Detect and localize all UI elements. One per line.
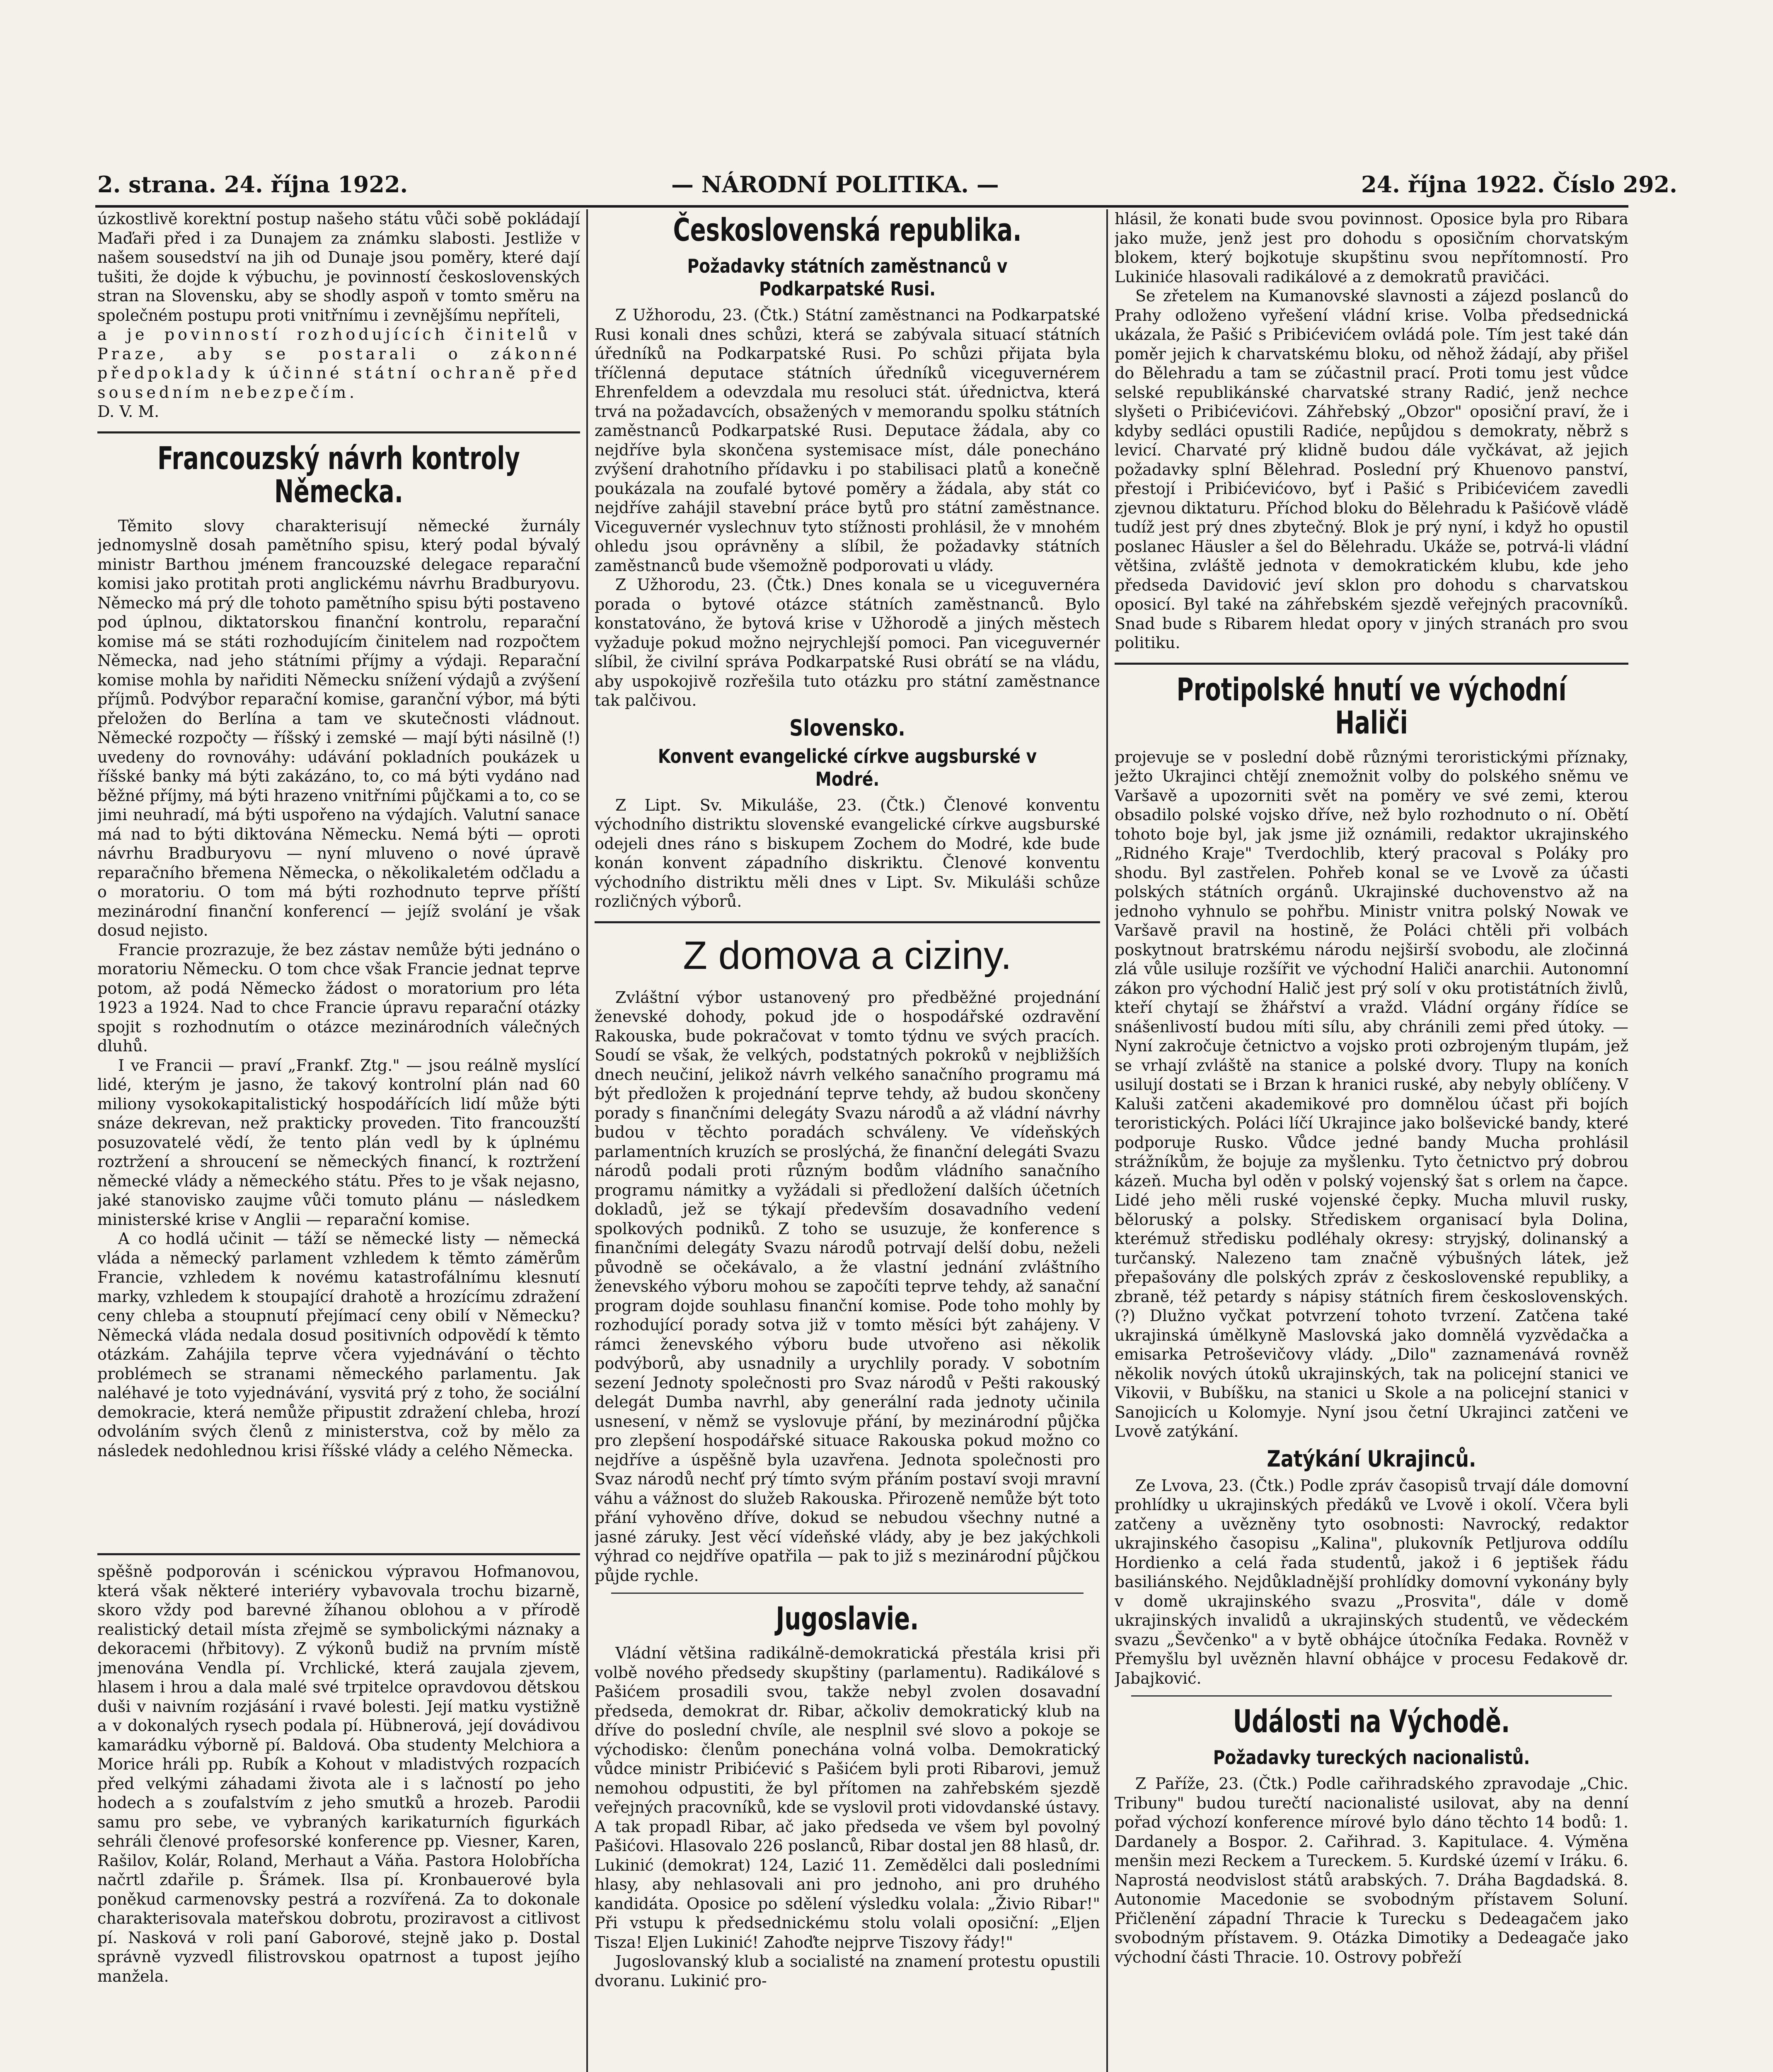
article-continuation: hlásil, že konati bude svou povinnost. Oposice byla pro Ribara jako muže, jenž jest pro dohodu s oposičním chorvatským blokem, který bojkotuje skupštinu svou nepřítomností. Pro Lukiniće hlasovali radikálové a z demokratů pravičáci. [1115,210,1628,286]
headline-yugoslavia: Jugoslavie. [776,1600,919,1637]
paragraph: Z Užhorodu, 23. (Čtk.) Státní zaměstnanci na Podkarpatské Rusi konali dnes schůzi, která se zabývala situací státních úředníků na Podkarpatské Rusi. Po schůzi přijata byla tříčlenná deputace státních úředníků viceguvernérem Ehrenfeldem a odevzdala mu resoluci stát. úřednictva, která trvá na požadavcích, obsažených v memorandu spolku státních zaměstnanců Podkarpatské Rusi. Deputace žádala, aby co nejdříve byla skončena systemisace míst, dále ponecháno zvýšení drahotního přídavku i po stabilisaci platů a konečně poukázala na zoufalé bytové poměry a žádala, aby stát co nejdříve zahájil stavební práce bytů pro státní zaměstnance. Viceguvernér vyslechnuv tyto stížnosti prohlásil, že v mnohém ohledu jsou oprávněny a slíbil, že požadavky státních zaměstnanců bude všemožně podporovati u vlády. [595,306,1100,575]
paragraph: Francie prozrazuje, že bez zástav nemůže býti jednáno o moratoriu Německu. O tom chce však Francie jednat teprve potom, až podá Německo žádost o moratorium pro léta 1923 a 1924. Nad to chce Francie úpravu reparační otázky spojit s rozhodnutím o otázce mezinárodních válečných dluhů. [97,940,580,1055]
paragraph: projevuje se v poslední době různými teroristickými příznaky, ježto Ukrajinci chtějí znemožnit volby do polského sněmu ve Varšavě a upozorniti svět na poměry ve své zemi, kterou obsadilo polské vojsko dříve, než bylo rozhodnuto o ní. Obětí tohoto boje byl, jak jsme již oznámili, redaktor ukrajinského „Ridného Kraje" Tverdochlib, který pracoval s Poláky pro shodu. Byl zastřelen. Pohřeb konal se ve Lvově za účasti polských státních orgánů. Ukrajinské duchovenstvo až na jednoho vyhnulo se pohřbu. Ministr vnitra polský Nowak ve Varšavě pravil na hostině, že Poláci chtěli při volbách poskytnout bratrskému národu nejširší svobodu, ale zločinná zlá vůle usiluje rozšířit ve východní Haliči anarchii. Autonomní zákon pro východní Halič jest prý solí v oku protistátních živlů, kteří chytají se žhářství a vražd. Vládní orgány řídíce se snášenlivostí budou míti sílu, aby chránili zemi před útoky. — Nyní zakročuje četnictvo a vojsko proti ozbrojeným tlupám, jež se vrhají zvláště na stanice a polské dvory. Tlupy na koních usilují dostati se i Brzan k hranici ruské, aby nebyly oblíčeny. V Kaluši zatčeni akademikové pro domnělou účast při bojích teroristických. Poláci líčí Ukrajince jako bolševické bandy, které podporuje Rusko. Vůdce jedné bandy Mucha prohlásil strážníkům, že bojuje za myšlenku. Tyto četnictvo prý dobrou kázeň. Mucha byl oděn v polský vojenský šat s orlem na čapce. Lidé jeho měli ruské vojenské čepky. Mucha mluvil rusky, běloruský a polsky. Střediskem organisací byla Dolina, kterémuž středisku podléhaly okresy: stryjský, dolinanský a turčanský. Nalezeno tam značně výbušných látek, jež přepašovány dle polských zpráv z československé republiky, a zbraně, též petardy s nápisy státních firem československých. (?) Dlužno vyčkat potvrzení tohoto tvrzení. Zatčena také ukrajinská úmělkyně Maslovská jako domnělá vyzvědačka a emisarka Petroševičovy vlády. „Dilo" zaznamenává rovněž několik nových útoků ukrajinských, tak na policejní stanici ve Vikovii, v Bubíšku, na stanici u Skole a na policejní stanici v Sanojicích u Kolomyje. Nyní jsou četní Ukrajinci zatčeni ve Lvově zatýkání. [1115,748,1628,1440]
header-left: 2. strana. 24. října 1922. [97,171,408,198]
subheadline-convent: Konvent evangelické církve augsburské v Modré. [658,745,1037,790]
headline-east-events: Události na Východě. [1233,1703,1510,1740]
paragraph: Z Paříže, 23. (Čtk.) Podle cařihradského zpravodaje „Chic. Tribuny" budou turečtí nacionalisté usilovat, aby na denní pořad výchozí konference mírové bylo dáno těchto 14 bodů: 1. Dardanely a Bospor. 2. Cařihrad. 3. Kapitulace. 4. Výměna menšin mezi Reckem a Tureckem. 5. Kurdské území v Iráku. 6. Naprostá neodvislost států arabských. 7. Dráha Bagdadská. 8. Autonomie Macedonie se svobodným přístavem Soluní. Přičlenění západní Thracie k Turecku s Dedeagačem jako svobodným přístavem. 9. Otázka Dimotiky a Dedeagače jako východní části Thracie. 10. Ostrovy pobřeží [1115,1774,1628,1966]
paragraph: Z Užhorodu, 23. (Čtk.) Dnes konala se u viceguvernéra porada o bytové otázce státních zaměstnanců. Bylo konstatováno, že bytová krise v Užhorodě a jiných městech vyžaduje pokud možno nejrychlejší pomoci. Pan viceguvernér slíbil, že civilní správa Podkarpatské Rusi obrátí se na vládu, aby uspokojivě rozřešila tuto otázku pro státní zaměstnance tak palčivou. [595,576,1100,709]
spacer [97,1460,580,1543]
section-rule [611,1593,1084,1594]
header-right: 24. října 1922. Číslo 292. [1361,171,1677,198]
column-1 [97,209,580,2072]
section-rule [97,431,580,433]
paragraph: Těmito slovy charakterisují německé žurnály jednomyslně dosah pamětního spisu, který podal bývalý ministr Barthou jménem francouzské delegace reparační komisi jako protitah proti anglickému návrhu Bradburyovu. Německo má prý dle tohoto pamětního spisu býti postaveno pod úplnou, diktatorskou finanční kontrolu, reparační komise má se státi rozhodujícím činitelem nad rozpočtem Německa, nad jeho státními příjmy a výdaji. Reparační komise mohla by nařiditi Německu snížení výdajů a zvýšení příjmů. Podvýbor reparační komise, garanční výbor, má býti přeložen do Berlína a tam ve skutečnosti vládnout. Německé rozpočty — říšský i zemské — mají býti násilně (!) uvedeny do rovnováhy: udávání pokladních poukázek u říšské banky má býti zakázáno, to, co má býti vydáno nad běžné příjmy, má býti hrazeno vnitřními půjčkami a to, co se jimi neuhradí, má býti uspořeno na výdajích. Valutní sanace má nad to býti diktována Německu. Nemá býti — oproti návrhu Bradburyovu — nyní mluveno o nové úpravě reparačního břemena Německa, o několikaletém odčladu a o moratoriu. O tom má býti rozhodnuto teprve příští mezinárodní finanční konferencí — jejíž svolání je však dosud nejisto. [97,516,580,939]
paragraph: I ve Francii — praví „Frankf. Ztg." — jsou reálně myslící lidé, kterým je jasno, že takový kontrolní plán nad 60 miliony vysokokapitalistický hospodářících lidí může býti snáze dekrevan, než prakticky proveden. Tito francouzští posuzovatelé vědí, že tento plán vedl by k úplnému roztržení a shroucení se německých financí, k roztržení německé vlády a německého státu. Přes to je však nejasno, jaké stanovisko zaujme vůči tomuto plánu — následkem ministerské krise v Anglii — reparační komise. [97,1056,580,1229]
column-divider-2 [1106,209,1108,2072]
column-divider-1 [586,209,588,2072]
headline-czechoslovak-republic: Československá republika. [673,211,1022,248]
article-continuation: úzkostlivě korektní postup našeho státu vůči sobě pokládají Maďaři před i za Dunajem za známku slabosti. Jestliže v našem sousedství na jih od Dunaje jsou poměry, které dají tušiti, že dojde k výbuchu, je povinností československých stran na Slovensku, aby se shodly aspoň v tomto směru na společném postupu proti vnitřnímu i zevnějšímu nepříteli, [97,210,580,324]
section-rule [1115,663,1628,665]
article-continuation-spaced: a je povinností rozhodujících činitelů v Praze, aby se postarali o zákonné předpoklady k účinné státní ochraně před sousedním nebezpečím. [97,325,580,402]
feuilleton-rule [97,1553,580,1555]
paragraph: Z Lipt. Sv. Mikuláše, 23. (Čtk.) Členové konventu východního distriktu slovenské evangelické církve augsburské odejeli dnes ráno s biskupem Zochem do Modré, kde bude konán konvent západního diskriktu. Členové konventu východního distriktu měli dnes v Lipt. Sv. Mikuláši schůze rozličných výborů. [595,796,1100,910]
paragraph: Se zřetelem na Kumanovské slavnosti a zájezd poslanců do Prahy odloženo vyřešení vládní krise. Volba předsednická ukázala, že Pašić s Pribićevićem ovládá pole. Tím jest také dán poměr jejich k charvatskému bloku, od něhož žádají, aby přišel do Bělehradu a tam se zúčastnil prací. Proti tomu jest vůdce selské republikánské charvatské strany Radić, jenž nechce slyšeti o Pribićevićovi. Záhřebský „Obzor" oposiční praví, že i kdyby sedláci opustili Radiće, nepůjdou s demokraty, něbrž s levicí. Charvaté prý klidně budou dále vyčkávat, až jejich požadavky splní Bělehrad. Poslední prý Khuenovo panství, přestojí i Pribićevićovo, byť i Pašić s Pribićevićem zavedli zjevnou diktaturu. Příchod bloku do Bělehradu k Pašićově vládě tudíž jest prý dnes zbytečný. Blok je prý nyní, i když ho opustil poslanec Häusler a šel do Bělehradu. Ukáže se, potrvá-li vládní většina, zvláště jednota v demokratickém klubu, kde jeho předseda Davidović jeví sklon pro dohodu s charvatskou oposicí. Byl také na záhřebském sjezdě veřejných pracovníků. Snad bude s Ribarem hledat opory v jiných stranách pro svou politiku. [1115,287,1628,652]
feuilleton-text: spěšně podporován i scénickou výpravou Hofmanovou, která však některé interiéry vybavovala trochu bizarně, skoro vždy pod barevné žíhanou oblohou a v přírodě realistický detail místa zřejmě se symbolickými náznaky a dekoracemi (hřbitovy). Z výkonů budiž na prvním místě jmenována Vendla pí. Vrchlické, která zaujala zjevem, hlasem i hrou a dala malé své trpitelce opravdovou dětskou duši v naivním rozjásání i rvavé bolesti. Její matku vystižně a v dokonalých rysech podala pí. Hübnerová, její dovádivou kamarádku výborně pí. Baldová. Oba studenty Melchiora a Morice hráli pp. Rubík a Kohout v mladistvých rozpacích před velkými záhadami života ale i s lačností po jeho hodech a s zoufalstvím z jeho smutků a hrozeb. Parodii samu pro sebe, ve vybraných karikaturních figurkách sehráli členové profesorské konference pp. Viesner, Karen, Rašilov, Kolár, Roland, Merhaut a Váňa. Pastora Holobřícha načrtl zdařile p. Šrámek. Ilsa pí. Kronbauerové byla poněkud carmenovsky pestrá a rozvířená. Za to dokonale charakterisovala mateřskou dobrotu, proziravost a citlivost pí. Nasková v roli paní Gaborové, stejně jako p. Dostal správně vyzvedl filistrovskou opatrnost a tupost jejího manžela. [97,1562,580,1985]
section-rule [595,921,1100,923]
subheadline-employees: Požadavky státních zaměstnanců v Podkarpatské Rusi. [687,255,1008,300]
paragraph: Zvláštní výbor ustanovený pro předběžné projednání ženevské dohody, pokud jde o hospodářské ozdravění Rakouska, bude pokračovat v tomto týdnu ve svých pracích. Soudí se však, že velkých, podstatných pokroků v nejbližších dnech neučiní, jelikož návrh velkého sanačního programu má být předložen k projednání teprve tehdy, až budou skončeny porady s finančními delegáty Svazu národů a až vládní návrhy budou v těchto poradách schváleny. Ve vídeňských parlamentních kruzích se proslýchá, že finanční delegáti Svazu národů podali proti různým bodům vládního sanačního programu námitky a vyžádali si předložení dalších účetních dokladů, jež se týkají především dosavadního vedení spolkových podniků. Z toho se usuzuje, že konference s finančními delegáty Svazu národů potrvají delší dobu, neželi původně se očekávalo, a že vlastní jednání zvláštního ženevského výboru mohou se započíti teprve tehdy, až sanační program dojde souhlasu finanční komise. Pode toho mohly by rozhodující porady sotva již v tomto měsíci být zahájeny. V rámci ženevského výboru bude utvořeno asi několik podvýborů, aby usnadnily a urychlily porady. V sobotním sezení Jednoty společnosti pro Svaz národů v Pešti rakouský delegát Dumba navrhl, aby generální rada jednoty učinila usnesení, v němž se vyslovuje přání, by mezinárodní půjčka pro zlepšení hospodářské situace Rakouska pokud možno co nejdříve a úspěšně byla uzavřena. Jednota společnosti pro Svaz národů nechť prý tímto svým přáním postaví svoji mravní váhu a vážnost do služeb Rakouska. Přirozeně nemůže být toto přání vyhověno dříve, dokud se nebudou všechny nutné a jasné záruky. Jest věcí vídeňské vlády, aby je bez jakýchkoli výhrad co nejdříve opatřila — pak to již s mezinárodní půjčkou půjde rychle. [595,988,1100,1585]
headline-france: Francouzský návrh kontroly Německa. [157,439,520,510]
masthead-rule [95,205,1628,208]
header-masthead: — NÁRODNÍ POLITIKA. — [671,171,999,198]
headline-arrests: Zatýkání Ukrajinců. [1267,1445,1476,1472]
subheadline-turkish-demands: Požadavky tureckých nacionalistů. [1213,1746,1530,1769]
paragraph: A co hodlá učinit — táží se německé listy — německá vláda a německý parlament vzhledem k těmto záměrům Francie, vzhledem k novému katastrofálnímu klesnutí marky, vzhledem k stoupající drahotě a hrozícímu zdražení ceny chleba a stoupnutí přejímací ceny obilí v Německu? Německá vláda nedala dosud positivních odpovědí k těmto otázkám. Zahájila teprve včera vyjednávání o těchto problémech se stranami německého parlamentu. Jak naléhavé je toto vyjednávání, vysvitá prý z toho, že sociální demokracie, která nemůže připustit zdražení chleba, hrozí odvoláním svých členů z ministerstva, což by mělo za následek nedohlednou krisi říšské vlády a celého Německa. [97,1230,580,1460]
headline-slovakia: Slovensko. [789,714,905,741]
article-signature: D. V. M. [97,402,160,421]
section-rule [1131,1695,1612,1697]
headline-galicia: Protipolské hnutí ve východní Haliči [1176,670,1567,741]
column-3 [1115,209,1628,2072]
column-2 [595,209,1100,2072]
paragraph: Vládní většina radikálně-demokratická přestála krisi při volbě nového předsedy skupštiny (parlamentu). Radikálové s Pašićem prosadili svou, takže nebyl zvolen dosavadní předseda, demokrat dr. Ribar, ačkoliv demokratický klub na dříve do poslední chvíle, ale nesplnil své slovo a pokoje se východisko: členům ponechána volná volba. Demokratický vůdce ministr Pribićević s Pašićem byli proti Ribarovi, jemuž nemohou odpustiti, že byl přítomen na zahřebském sjezdě veřejných pracovníků, kde se vyslovil proti vidovdanské ústavy. A tak propadl Ribar, ač jako předseda ve všem byl povolný Pašićovi. Hlasovalo 226 poslanců, Ribar dostal jen 88 hlasů, dr. Lukinić (demokrat) 124, Lazić 11. Zemědělci dali posledními hlasy, aby nehlasovali ani pro jednoho, ani pro druhého kandidáta. Oposice po sdělení výsledku volala: „Živio Ribar!" Při vstupu k předsednickému stolu volali oposiční: „Eljen Tisza! Eljen Lukinić! Zahoďte nejprve Tiszovy řády!" [595,1644,1100,1951]
paragraph: Ze Lvova, 23. (Čtk.) Podle zpráv časopisů trvají dále domovní prohlídky u ukrajinských předáků ve Lvově i okolí. Včera byli zatčeny a uvězněny tyto osobnosti: Navrocký, redaktor ukrajinského časopisu „Kalina", plukovník Petljurova oddílu Hordienko a celá řada studentů, jakož i 6 jeptišek řádu basiliánského. Nejdůkladnější prohlídky domovní vykonány byly v domě ukrajinského svazu „Prosvita", dále v domě ukrajinských invalidů a ukrajinských studentů, ve vědeckém svazu „Ševčenko" a v bytě obhájce útočníka Fedaka. Rovněž v Přemyšlu byl uvězněn hlavní obhájce v procesu Fedakově dr. Jabajković. [1115,1476,1628,1687]
headline-home-and-abroad: Z domova a ciziny. [683,933,1012,978]
paragraph: Jugoslovanský klub a socialisté na znamení protestu opustili dvoranu. Lukinić pro- [595,1952,1100,1990]
